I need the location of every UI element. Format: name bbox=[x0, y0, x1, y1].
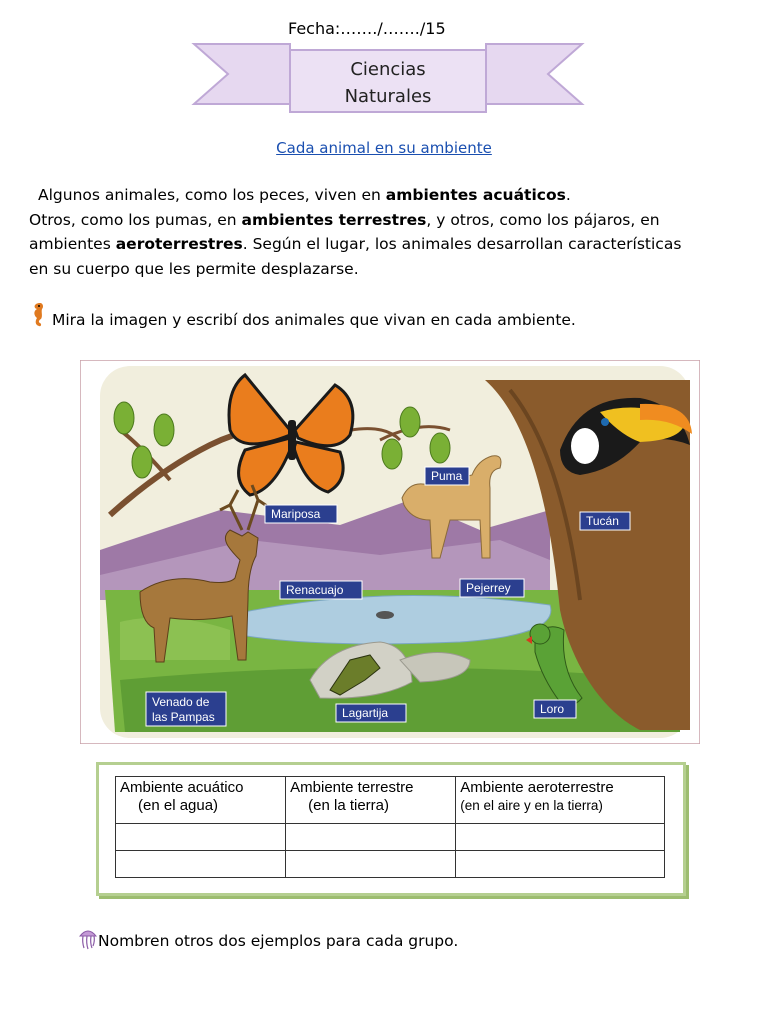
paragraph-line-2 bbox=[29, 208, 749, 233]
section-subtitle: Cada animal en su ambiente bbox=[276, 139, 492, 157]
bold-term-aquatic: ambientes acuáticos bbox=[385, 186, 566, 204]
text-span: Algunos animales, como los peces, viven en bbox=[38, 186, 386, 204]
answer-cell[interactable] bbox=[286, 851, 456, 878]
seahorse-icon bbox=[28, 301, 48, 329]
title-line-2: Naturales bbox=[344, 86, 432, 107]
header-cell-aeroterrestrial bbox=[456, 777, 665, 824]
jellyfish-icon bbox=[78, 926, 98, 950]
scene-label-tucan: Tucán bbox=[586, 514, 619, 528]
scene-label-loro: Loro bbox=[540, 702, 565, 716]
instruction-1: Mira la imagen y escribí dos animales que vivan en cada ambiente. bbox=[52, 311, 576, 329]
col-title: Ambiente aeroterrestre bbox=[460, 779, 614, 796]
answer-cell[interactable] bbox=[116, 851, 286, 878]
answer-cell[interactable] bbox=[456, 824, 665, 851]
paragraph-line-4: en su cuerpo que les permite desplazarse. bbox=[29, 259, 359, 278]
answer-cell[interactable] bbox=[286, 824, 456, 851]
col-subtitle: (en el agua) bbox=[138, 797, 219, 814]
scene-label-lagartija: Lagartija bbox=[342, 706, 389, 720]
scene-label-venado-line2: las Pampas bbox=[152, 710, 215, 724]
bold-term-terrestrial: ambientes terrestres bbox=[241, 210, 427, 229]
text-span: . bbox=[565, 186, 571, 204]
table-row bbox=[116, 851, 665, 878]
text-span: . Según el lugar, los animales desarrollan características bbox=[242, 235, 682, 253]
col-subtitle: (en el aire y en la tierra) bbox=[460, 798, 603, 813]
bold-term-aeroterrestrial: aeroterrestres bbox=[115, 235, 243, 253]
instruction-2: Nombren otros dos ejemplos para cada grupo. bbox=[98, 932, 459, 950]
date-line: Fecha:……./……./15 bbox=[288, 19, 446, 38]
col-subtitle: (en la tierra) bbox=[308, 797, 389, 814]
text-span: Otros, como los pumas, en bbox=[29, 210, 242, 229]
table-row bbox=[116, 824, 665, 851]
scene-label-renacuajo: Renacuajo bbox=[286, 583, 344, 597]
page-title bbox=[290, 56, 486, 110]
col-title: Ambiente terrestre bbox=[290, 779, 414, 796]
text-span: , y otros, como los pájaros, en bbox=[426, 210, 660, 229]
header-cell-aquatic bbox=[116, 777, 286, 824]
header-cell-terrestrial bbox=[286, 777, 456, 824]
col-title: Ambiente acuático bbox=[120, 779, 244, 796]
scene-label-pejerrey: Pejerrey bbox=[466, 581, 511, 595]
paragraph-line-3 bbox=[29, 232, 749, 257]
scene-label-venado-line1: Venado de bbox=[152, 695, 210, 709]
scene-label-puma: Puma bbox=[431, 469, 463, 483]
answer-cell[interactable] bbox=[456, 851, 665, 878]
intro-paragraph bbox=[29, 183, 749, 281]
table-header-row bbox=[116, 777, 665, 824]
text-span: ambientes bbox=[29, 235, 116, 253]
answer-table bbox=[115, 776, 665, 878]
scene-label-mariposa: Mariposa bbox=[271, 507, 321, 521]
answer-cell[interactable] bbox=[116, 824, 286, 851]
title-line-1: Ciencias bbox=[350, 59, 426, 80]
answer-table-frame bbox=[96, 762, 686, 896]
paragraph-line-1 bbox=[29, 183, 749, 208]
habitat-illustration bbox=[80, 360, 700, 744]
